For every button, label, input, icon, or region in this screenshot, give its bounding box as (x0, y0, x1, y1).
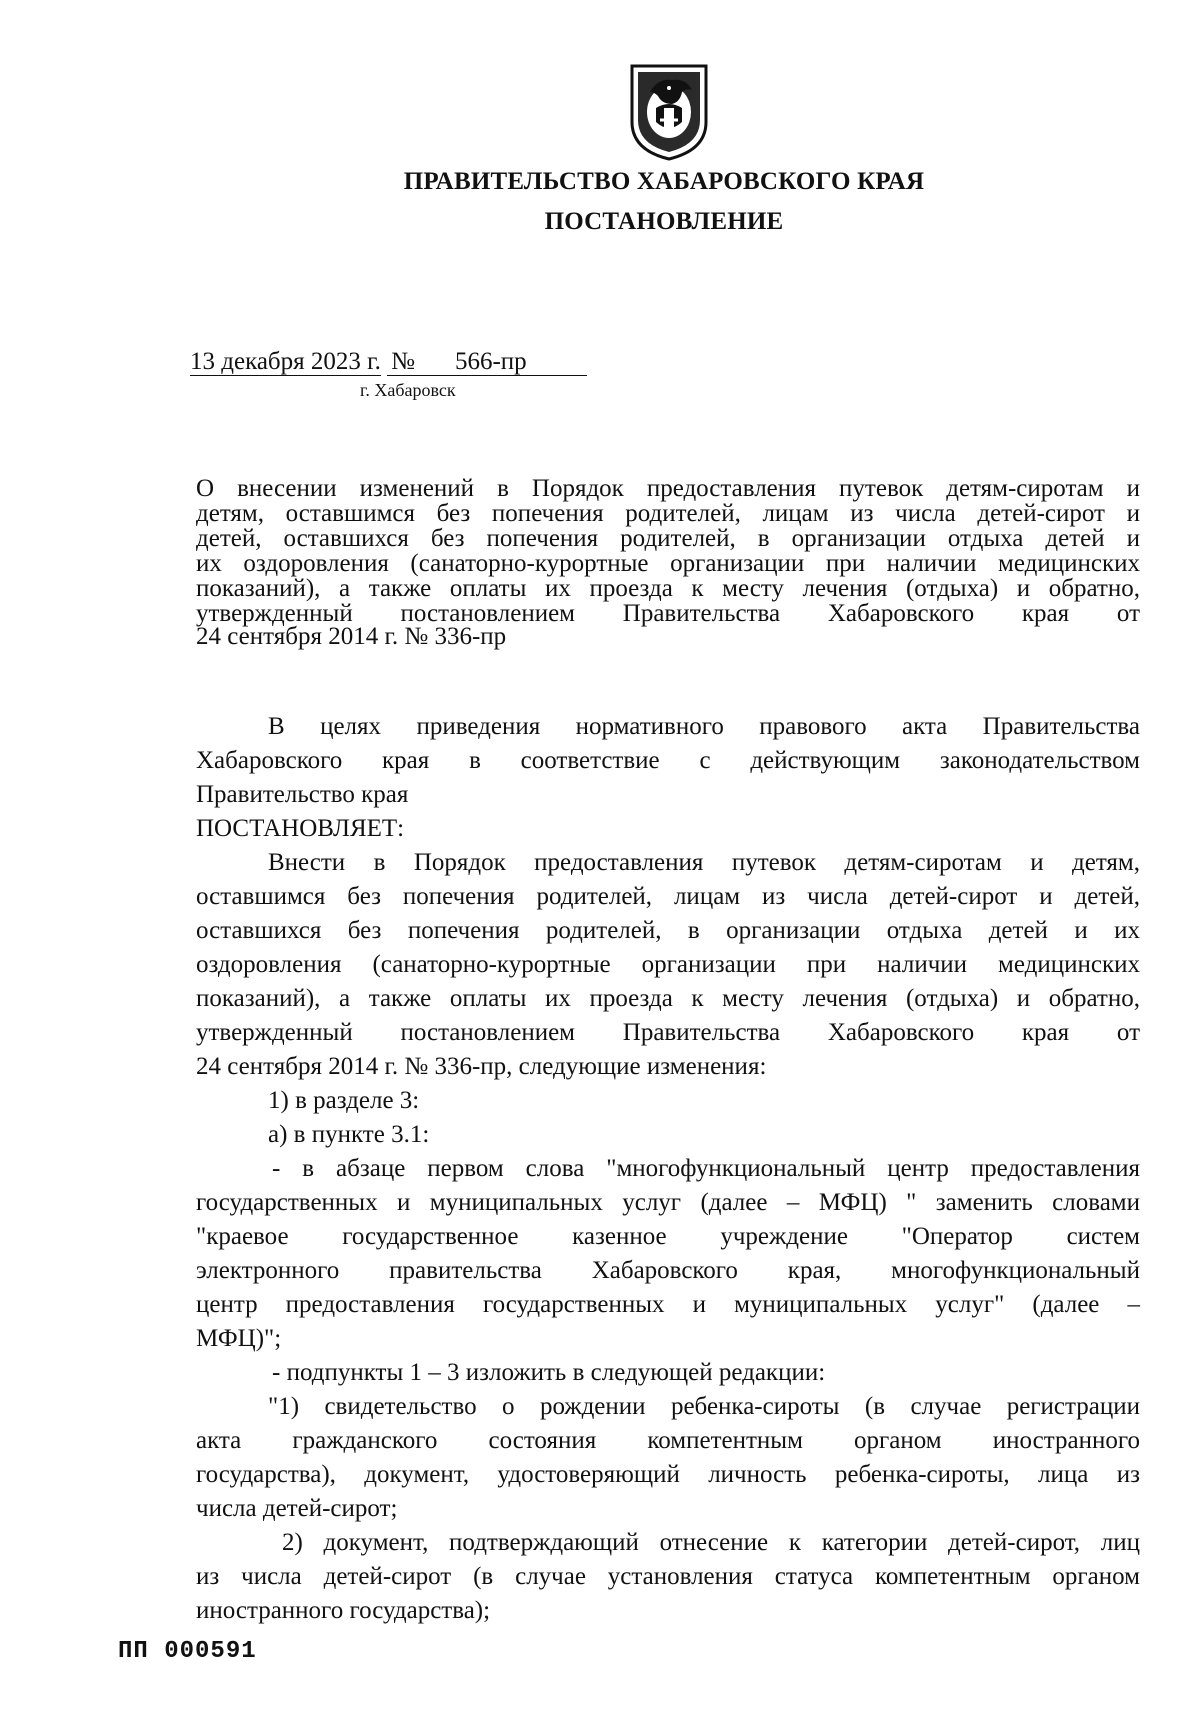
document-place: г. Хабаровск (360, 380, 456, 400)
body-line: показаний), а также оплаты их проезда к месту лечения (отдыха) и обратно, (196, 985, 1140, 1012)
body-line: Хабаровского края в соответствие с действующим законодательством (196, 747, 1140, 774)
body-line: утвержденный постановлением Правительства Хабаровского края от (196, 1019, 1140, 1046)
subject-line: утвержденный постановлением Правительства Хабаровского края от (196, 600, 1140, 627)
body-line: из числа детей-сирот (в случае установления статуса компетентным органом (196, 1563, 1140, 1590)
body-line: иностранного государства); (196, 1597, 491, 1624)
body-line: государства), документ, удостоверяющий личность ребенка-сироты, лица из (196, 1461, 1140, 1488)
subject-line: О внесении изменений в Порядок предоставления путевок детям-сиротам и (196, 475, 1140, 502)
subject-line: детям, оставшимся без попечения родителей, лицам из числа детей-сирот и (196, 500, 1140, 527)
subject-line: их оздоровления (санаторно-курортные организации при наличии медицинских (196, 550, 1140, 577)
document-date-number-line (190, 348, 587, 376)
body-line: - в абзаце первом слова "многофункциональный центр предоставления (272, 1155, 1140, 1182)
body-line: числа детей-сирот; (196, 1495, 398, 1522)
body-line: - подпункты 1 – 3 изложить в следующей редакции: (272, 1359, 826, 1386)
body-line: 2) документ, подтверждающий отнесение к категории детей-сирот, лиц (282, 1529, 1140, 1556)
subject-line: детей, оставшихся без попечения родителей, в организации отдыха детей и (196, 525, 1140, 552)
section-item: а) в пункте 3.1: (268, 1121, 430, 1148)
document-type-title: ПОСТАНОВЛЕНИЕ (544, 208, 784, 235)
document-number-label: № (387, 348, 429, 376)
document-number: 566-пр (429, 348, 587, 376)
body-line: государственных и муниципальных услуг (далее – МФЦ) " заменить словами (196, 1189, 1140, 1216)
subject-line: показаний), а также оплаты их проезда к месту лечения (отдыха) и обратно, (196, 575, 1140, 602)
body-line: Правительство края (196, 781, 409, 808)
body-line: В целях приведения нормативного правового акта Правительства (268, 713, 1140, 740)
government-title: ПРАВИТЕЛЬСТВО ХАБАРОВСКОГО КРАЯ (403, 168, 925, 195)
body-line: "1) свидетельство о рождении ребенка-сироты (в случае регистрации (268, 1393, 1140, 1420)
body-line: МФЦ)"; (196, 1325, 282, 1352)
body-line: акта гражданского состояния компетентным органом иностранного (196, 1427, 1140, 1454)
body-line: "краевое государственное казенное учреждение "Оператор систем (196, 1223, 1140, 1250)
document-date: 13 декабря 2023 г. (190, 348, 381, 375)
body-line: оставшихся без попечения родителей, в организации отдыха детей и их (196, 917, 1140, 944)
form-serial-code: ПП 000591 (118, 1638, 257, 1665)
body-line: центр предоставления государственных и муниципальных услуг" (далее – (196, 1291, 1140, 1318)
body-line: оставшимся без попечения родителей, лицам из числа детей-сирот и детей, (196, 883, 1140, 910)
body-line: электронного правительства Хабаровского края, многофункциональный (196, 1257, 1140, 1284)
subject-line: 24 сентября 2014 г. № 336-пр (196, 623, 507, 650)
khabarovsk-coat-of-arms-emblem (628, 62, 710, 162)
section-item: 1) в разделе 3: (268, 1087, 420, 1114)
body-line: оздоровления (санаторно-курортные организации при наличии медицинских (196, 951, 1140, 978)
decree-word: ПОСТАНОВЛЯЕТ: (196, 815, 405, 842)
body-line: Внести в Порядок предоставления путевок детям-сиротам и детям, (268, 849, 1140, 876)
body-line: 24 сентября 2014 г. № 336-пр, следующие изменения: (196, 1053, 767, 1080)
